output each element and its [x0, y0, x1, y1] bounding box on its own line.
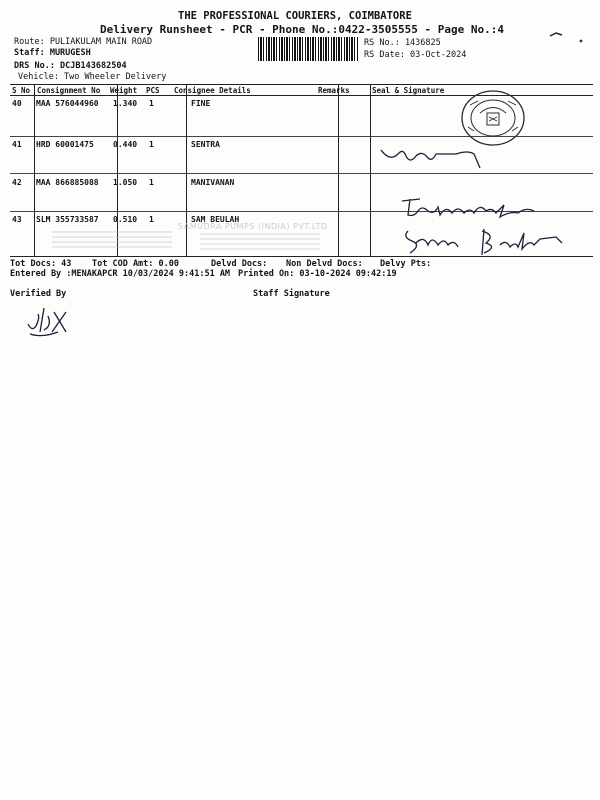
row-consignee: MANIVANAN	[191, 178, 235, 187]
rs-number: RS No.: 1436825	[364, 38, 441, 48]
row-pcs: 1	[149, 178, 154, 187]
column-header-remarks: Remarks	[318, 86, 350, 95]
barcode-icon	[258, 37, 358, 61]
row-pcs: 1	[149, 140, 154, 149]
signature-row-41	[376, 142, 496, 172]
signature-row-42	[400, 193, 550, 221]
column-header-consignee: Consignee Details	[174, 86, 251, 95]
staff-label: Staff: MURUGESH	[14, 48, 91, 58]
route-label: Route: PULIAKULAM MAIN ROAD	[14, 37, 153, 47]
row-divider	[10, 173, 593, 174]
row-weight: 1.050	[113, 178, 138, 187]
staff-signature-label: Staff Signature	[253, 289, 330, 299]
faint-stamp-blur	[200, 232, 320, 250]
column-header-weight: Weight	[110, 86, 138, 95]
pen-dot-icon	[576, 36, 586, 46]
signature-row-43	[400, 221, 580, 261]
company-stamp-faint	[178, 222, 328, 231]
row-consignment: HRD 60001475	[36, 140, 94, 149]
vehicle-label: Vehicle: Two Wheeler Delivery	[18, 72, 167, 82]
total-docs: Tot Docs: 43	[10, 259, 72, 269]
column-header-sno: S No	[12, 86, 31, 95]
runsheet-subtitle: Delivery Runsheet - PCR - Phone No.:0422-3505555 - Page No.:4	[100, 23, 504, 36]
row-weight: 0.440	[113, 140, 138, 149]
row-pcs: 1	[149, 99, 154, 108]
delivery-points: Delvy Pts:	[380, 259, 432, 269]
row-consignee: SENTRA	[191, 140, 220, 149]
row-weight: 1.340	[113, 99, 138, 108]
col-divider	[338, 84, 339, 256]
row-sno: 40	[12, 99, 22, 108]
row-consignment: MAA 866885088	[36, 178, 99, 187]
row-sno: 43	[12, 215, 22, 224]
rs-date: RS Date: 03-Oct-2024	[364, 50, 467, 60]
row-sno: 41	[12, 140, 22, 149]
row-consignment: MAA 576044960	[36, 99, 99, 108]
row-weight: 0.510	[113, 215, 138, 224]
verifier-signature	[22, 302, 82, 342]
col-divider	[34, 84, 35, 256]
stamp-company-name: SAMUDRA PUMPS (INDIA) PVT.LTD	[178, 222, 328, 231]
delivered-docs: Delvd Docs:	[211, 259, 268, 269]
drs-number: DRS No.: DCJB143682504	[14, 61, 127, 71]
pen-mark-icon	[548, 30, 568, 40]
row-sno: 42	[12, 178, 22, 187]
table-top-border	[10, 84, 593, 85]
seal-stamp-icon	[458, 87, 528, 149]
entered-by: Entered By :MENAKAPCR 10/03/2024 9:41:51 AM	[10, 269, 231, 279]
column-header-consignment: Consignment No	[37, 86, 101, 95]
row-consignee: FINE	[191, 99, 211, 108]
non-delivered-docs: Non Delvd Docs:	[286, 259, 363, 269]
faint-stamp-blur	[52, 230, 172, 248]
printed-on: Printed On: 03-10-2024 09:42:19	[238, 269, 397, 279]
row-consignee: SAM BEULAH	[191, 215, 240, 224]
col-divider	[370, 84, 371, 256]
row-pcs: 1	[149, 215, 154, 224]
total-cod-amount: Tot COD Amt: 0.00	[92, 259, 179, 269]
verified-by-label: Verified By	[10, 289, 67, 299]
column-header-pcs: PCS	[146, 86, 160, 95]
row-consignment: SLM 355733587	[36, 215, 99, 224]
company-title: THE PROFESSIONAL COURIERS, COIMBATORE	[178, 10, 412, 22]
column-header-seal: Seal & Signature	[372, 86, 445, 95]
